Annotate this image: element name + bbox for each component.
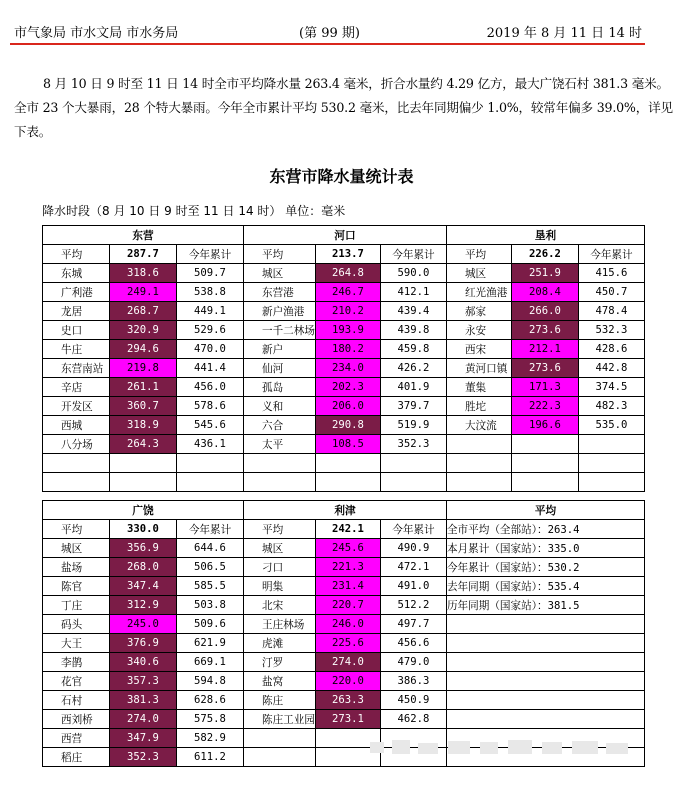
summary-item: 历年同期（国家站）：381.5 bbox=[446, 596, 644, 615]
empty-cell bbox=[43, 454, 110, 473]
station-name: 广利港 bbox=[43, 283, 110, 302]
station-rainfall: 357.3 bbox=[110, 672, 177, 691]
station-name: 稻庄 bbox=[43, 748, 110, 767]
station-rainfall: 318.9 bbox=[110, 416, 177, 435]
station-ytd-total: 412.1 bbox=[380, 283, 446, 302]
station-rainfall: 221.3 bbox=[315, 558, 380, 577]
empty-cell bbox=[446, 653, 644, 672]
district-name: 垦利 bbox=[446, 226, 644, 245]
station-ytd-total: 644.6 bbox=[177, 539, 244, 558]
station-ytd-total: 482.3 bbox=[578, 397, 644, 416]
station-rainfall: 261.1 bbox=[110, 378, 177, 397]
station-ytd-total: 450.7 bbox=[578, 283, 644, 302]
station-rainfall: 268.7 bbox=[110, 302, 177, 321]
empty-cell bbox=[578, 473, 644, 492]
station-name: 史口 bbox=[43, 321, 110, 340]
station-rainfall: 171.3 bbox=[511, 378, 578, 397]
station-ytd-total: 491.0 bbox=[380, 577, 446, 596]
station-rainfall: 263.3 bbox=[315, 691, 380, 710]
summary-item: 去年同期（国家站）：535.4 bbox=[446, 577, 644, 596]
table-row bbox=[43, 340, 645, 359]
station-name: 大汶流 bbox=[446, 416, 511, 435]
station-rainfall: 294.6 bbox=[110, 340, 177, 359]
table-row bbox=[43, 634, 645, 653]
table-row bbox=[43, 653, 645, 672]
table-row bbox=[43, 397, 645, 416]
station-ytd-total: 509.6 bbox=[177, 615, 244, 634]
table-row bbox=[43, 283, 645, 302]
station-rainfall: 208.4 bbox=[511, 283, 578, 302]
empty-cell bbox=[244, 748, 316, 767]
station-ytd-total: 439.8 bbox=[380, 321, 446, 340]
station-rainfall: 268.0 bbox=[110, 558, 177, 577]
district-name: 利津 bbox=[244, 501, 447, 520]
table-row bbox=[43, 264, 645, 283]
station-name: 陈庄工业园 bbox=[244, 710, 316, 729]
station-ytd-total: 450.9 bbox=[380, 691, 446, 710]
station-rainfall: 245.6 bbox=[315, 539, 380, 558]
ytd-label: 今年累计 bbox=[380, 245, 446, 264]
station-name: 城区 bbox=[43, 539, 110, 558]
station-name: 石村 bbox=[43, 691, 110, 710]
rainfall-table-top bbox=[42, 225, 645, 492]
district-name: 河口 bbox=[244, 226, 447, 245]
table-row bbox=[43, 416, 645, 435]
station-name: 虎滩 bbox=[244, 634, 316, 653]
station-name: 牛庄 bbox=[43, 340, 110, 359]
station-rainfall: 266.0 bbox=[511, 302, 578, 321]
station-rainfall: 193.9 bbox=[315, 321, 380, 340]
district-average: 242.1 bbox=[315, 520, 380, 539]
table-row bbox=[43, 615, 645, 634]
station-rainfall: 264.3 bbox=[110, 435, 177, 454]
empty-cell bbox=[511, 473, 578, 492]
summary-item: 全市平均（全部站）：263.4 bbox=[446, 520, 644, 539]
station-ytd-total: 621.9 bbox=[177, 634, 244, 653]
table-row bbox=[43, 435, 645, 454]
table-row bbox=[43, 359, 645, 378]
station-rainfall: 360.7 bbox=[110, 397, 177, 416]
empty-cell bbox=[110, 473, 177, 492]
station-ytd-total: 428.6 bbox=[578, 340, 644, 359]
station-name: 六合 bbox=[244, 416, 316, 435]
station-rainfall: 212.1 bbox=[511, 340, 578, 359]
header-rule bbox=[10, 43, 645, 45]
station-name: 红光渔港 bbox=[446, 283, 511, 302]
table-row bbox=[43, 558, 645, 577]
station-ytd-total: 456.0 bbox=[177, 378, 244, 397]
station-name: 东营南站 bbox=[43, 359, 110, 378]
station-name: 明集 bbox=[244, 577, 316, 596]
station-name: 城区 bbox=[244, 539, 316, 558]
station-ytd-total: 441.4 bbox=[177, 359, 244, 378]
station-rainfall: 251.9 bbox=[511, 264, 578, 283]
station-ytd-total: 462.8 bbox=[380, 710, 446, 729]
station-name: 一千二林场 bbox=[244, 321, 316, 340]
station-rainfall: 206.0 bbox=[315, 397, 380, 416]
station-ytd-total: 628.6 bbox=[177, 691, 244, 710]
station-rainfall: 356.9 bbox=[110, 539, 177, 558]
station-name: 永安 bbox=[446, 321, 511, 340]
station-rainfall: 318.6 bbox=[110, 264, 177, 283]
station-rainfall: 273.1 bbox=[315, 710, 380, 729]
table-row bbox=[43, 302, 645, 321]
avg-label: 平均 bbox=[43, 520, 110, 539]
average-row bbox=[43, 245, 645, 264]
station-rainfall: 220.7 bbox=[315, 596, 380, 615]
avg-label: 平均 bbox=[244, 245, 316, 264]
station-rainfall: 245.0 bbox=[110, 615, 177, 634]
station-rainfall: 249.1 bbox=[110, 283, 177, 302]
station-rainfall: 210.2 bbox=[315, 302, 380, 321]
station-name: 王庄林场 bbox=[244, 615, 316, 634]
empty-cell bbox=[511, 435, 578, 454]
district-name: 广饶 bbox=[43, 501, 244, 520]
station-name: 西宋 bbox=[446, 340, 511, 359]
station-rainfall: 219.8 bbox=[110, 359, 177, 378]
district-average: 226.2 bbox=[511, 245, 578, 264]
station-name: 新户渔港 bbox=[244, 302, 316, 321]
district-header-row bbox=[43, 501, 645, 520]
station-ytd-total: 594.8 bbox=[177, 672, 244, 691]
empty-cell bbox=[244, 473, 316, 492]
station-ytd-total: 590.0 bbox=[380, 264, 446, 283]
empty-cell bbox=[43, 473, 110, 492]
summary-item: 今年累计（国家站）：530.2 bbox=[446, 558, 644, 577]
period-label: 降水时段（8 月 10 日 9 时至 11 日 14 时） 单位：毫米 bbox=[42, 204, 346, 218]
station-ytd-total: 386.3 bbox=[380, 672, 446, 691]
station-ytd-total: 611.2 bbox=[177, 748, 244, 767]
station-name: 城区 bbox=[244, 264, 316, 283]
station-ytd-total: 415.6 bbox=[578, 264, 644, 283]
station-ytd-total: 472.1 bbox=[380, 558, 446, 577]
station-ytd-total: 509.7 bbox=[177, 264, 244, 283]
station-name: 西刘桥 bbox=[43, 710, 110, 729]
avg-label: 平均 bbox=[244, 520, 316, 539]
summary-paragraph: 8 月 10 日 9 时至 11 日 14 时全市平均降水量 263.4 毫米，折合水量约 4.29 亿方，最大广饶石村 381.3 毫米。全市 23 个大暴雨，28 个特大暴雨。今年全市累计平均 530.2 毫米，比去年同期偏少 1.0%，较常年偏多 39.0%，详见下表。 bbox=[14, 76, 673, 139]
empty-cell bbox=[315, 473, 380, 492]
station-ytd-total: 459.8 bbox=[380, 340, 446, 359]
district-name: 平均 bbox=[446, 501, 644, 520]
empty-cell bbox=[578, 435, 644, 454]
station-ytd-total: 529.6 bbox=[177, 321, 244, 340]
station-name: 汀罗 bbox=[244, 653, 316, 672]
station-name: 李鹊 bbox=[43, 653, 110, 672]
ytd-label: 今年累计 bbox=[380, 520, 446, 539]
summary-item: 本月累计（国家站）：335.0 bbox=[446, 539, 644, 558]
table-row bbox=[43, 691, 645, 710]
station-name: 西营 bbox=[43, 729, 110, 748]
empty-cell bbox=[380, 473, 446, 492]
station-ytd-total: 490.9 bbox=[380, 539, 446, 558]
avg-label: 平均 bbox=[43, 245, 110, 264]
station-name: 刁口 bbox=[244, 558, 316, 577]
station-rainfall: 381.3 bbox=[110, 691, 177, 710]
station-ytd-total: 585.5 bbox=[177, 577, 244, 596]
empty-cell bbox=[446, 634, 644, 653]
station-rainfall: 347.4 bbox=[110, 577, 177, 596]
station-ytd-total: 449.1 bbox=[177, 302, 244, 321]
station-ytd-total: 374.5 bbox=[578, 378, 644, 397]
station-rainfall: 202.3 bbox=[315, 378, 380, 397]
average-row bbox=[43, 520, 645, 539]
empty-cell bbox=[446, 615, 644, 634]
station-rainfall: 273.6 bbox=[511, 321, 578, 340]
station-rainfall: 312.9 bbox=[110, 596, 177, 615]
station-name: 开发区 bbox=[43, 397, 110, 416]
station-name: 孤岛 bbox=[244, 378, 316, 397]
station-rainfall: 352.3 bbox=[110, 748, 177, 767]
station-rainfall: 246.0 bbox=[315, 615, 380, 634]
station-rainfall: 274.0 bbox=[110, 710, 177, 729]
table-row bbox=[43, 378, 645, 397]
station-name: 董集 bbox=[446, 378, 511, 397]
station-rainfall: 234.0 bbox=[315, 359, 380, 378]
station-name: 盐场 bbox=[43, 558, 110, 577]
station-rainfall: 225.6 bbox=[315, 634, 380, 653]
station-name: 仙河 bbox=[244, 359, 316, 378]
station-rainfall: 196.6 bbox=[511, 416, 578, 435]
district-header-row bbox=[43, 226, 645, 245]
station-rainfall: 180.2 bbox=[315, 340, 380, 359]
station-rainfall: 273.6 bbox=[511, 359, 578, 378]
station-rainfall: 231.4 bbox=[315, 577, 380, 596]
station-name: 陈官 bbox=[43, 577, 110, 596]
empty-cell bbox=[244, 729, 316, 748]
empty-cell bbox=[177, 454, 244, 473]
station-ytd-total: 512.2 bbox=[380, 596, 446, 615]
station-ytd-total: 478.4 bbox=[578, 302, 644, 321]
station-name: 北宋 bbox=[244, 596, 316, 615]
station-name: 黄河口镇 bbox=[446, 359, 511, 378]
station-rainfall: 376.9 bbox=[110, 634, 177, 653]
station-ytd-total: 532.3 bbox=[578, 321, 644, 340]
table-row bbox=[43, 710, 645, 729]
station-rainfall: 246.7 bbox=[315, 283, 380, 302]
station-ytd-total: 545.6 bbox=[177, 416, 244, 435]
station-name: 城区 bbox=[446, 264, 511, 283]
table-row bbox=[43, 672, 645, 691]
station-rainfall: 264.8 bbox=[315, 264, 380, 283]
station-name: 东城 bbox=[43, 264, 110, 283]
station-ytd-total: 436.1 bbox=[177, 435, 244, 454]
table-row bbox=[43, 454, 645, 473]
empty-cell bbox=[511, 454, 578, 473]
district-average: 330.0 bbox=[110, 520, 177, 539]
ytd-label: 今年累计 bbox=[578, 245, 644, 264]
station-name: 辛店 bbox=[43, 378, 110, 397]
district-average: 213.7 bbox=[315, 245, 380, 264]
station-ytd-total: 506.5 bbox=[177, 558, 244, 577]
station-rainfall: 320.9 bbox=[110, 321, 177, 340]
empty-cell bbox=[446, 454, 511, 473]
station-ytd-total: 503.8 bbox=[177, 596, 244, 615]
table-title: 东营市降水量统计表 bbox=[269, 167, 414, 186]
station-ytd-total: 439.4 bbox=[380, 302, 446, 321]
rainfall-table-bottom bbox=[42, 500, 645, 767]
station-rainfall: 222.3 bbox=[511, 397, 578, 416]
station-ytd-total: 578.6 bbox=[177, 397, 244, 416]
table-row bbox=[43, 473, 645, 492]
district-name: 东营 bbox=[43, 226, 244, 245]
station-rainfall: 274.0 bbox=[315, 653, 380, 672]
station-ytd-total: 479.0 bbox=[380, 653, 446, 672]
station-rainfall: 340.6 bbox=[110, 653, 177, 672]
district-average: 287.7 bbox=[110, 245, 177, 264]
station-ytd-total: 582.9 bbox=[177, 729, 244, 748]
station-name: 胜坨 bbox=[446, 397, 511, 416]
station-name: 花官 bbox=[43, 672, 110, 691]
agencies: 市气象局 市水文局 市水务局 bbox=[14, 26, 179, 41]
empty-cell bbox=[446, 672, 644, 691]
station-name: 龙居 bbox=[43, 302, 110, 321]
empty-cell bbox=[315, 454, 380, 473]
station-ytd-total: 535.0 bbox=[578, 416, 644, 435]
station-name: 西城 bbox=[43, 416, 110, 435]
station-rainfall: 347.9 bbox=[110, 729, 177, 748]
station-ytd-total: 426.2 bbox=[380, 359, 446, 378]
station-name: 丁庄 bbox=[43, 596, 110, 615]
table-row bbox=[43, 577, 645, 596]
station-ytd-total: 456.6 bbox=[380, 634, 446, 653]
station-name: 陈庄 bbox=[244, 691, 316, 710]
empty-cell bbox=[446, 435, 511, 454]
report-datetime: 2019 年 8 月 11 日 14 时 bbox=[486, 26, 642, 41]
avg-label: 平均 bbox=[446, 245, 511, 264]
station-name: 大王 bbox=[43, 634, 110, 653]
watermark bbox=[362, 738, 637, 758]
station-rainfall: 108.5 bbox=[315, 435, 380, 454]
station-name: 盐窝 bbox=[244, 672, 316, 691]
station-name: 码头 bbox=[43, 615, 110, 634]
station-ytd-total: 519.9 bbox=[380, 416, 446, 435]
station-ytd-total: 497.7 bbox=[380, 615, 446, 634]
empty-cell bbox=[446, 710, 644, 729]
empty-cell bbox=[380, 454, 446, 473]
station-ytd-total: 442.8 bbox=[578, 359, 644, 378]
table-row bbox=[43, 321, 645, 340]
ytd-label: 今年累计 bbox=[177, 245, 244, 264]
station-name: 八分场 bbox=[43, 435, 110, 454]
table-row bbox=[43, 596, 645, 615]
issue-number: (第 99 期) bbox=[299, 26, 360, 41]
empty-cell bbox=[177, 473, 244, 492]
station-ytd-total: 379.7 bbox=[380, 397, 446, 416]
station-ytd-total: 669.1 bbox=[177, 653, 244, 672]
station-ytd-total: 401.9 bbox=[380, 378, 446, 397]
station-name: 义和 bbox=[244, 397, 316, 416]
station-name: 东营港 bbox=[244, 283, 316, 302]
empty-cell bbox=[578, 454, 644, 473]
ytd-label: 今年累计 bbox=[177, 520, 244, 539]
station-ytd-total: 538.8 bbox=[177, 283, 244, 302]
station-name: 郝家 bbox=[446, 302, 511, 321]
empty-cell bbox=[446, 473, 511, 492]
station-ytd-total: 470.0 bbox=[177, 340, 244, 359]
station-name: 太平 bbox=[244, 435, 316, 454]
station-rainfall: 290.8 bbox=[315, 416, 380, 435]
empty-cell bbox=[110, 454, 177, 473]
empty-cell bbox=[446, 691, 644, 710]
empty-cell bbox=[244, 454, 316, 473]
station-ytd-total: 352.3 bbox=[380, 435, 446, 454]
table-row bbox=[43, 539, 645, 558]
station-ytd-total: 575.8 bbox=[177, 710, 244, 729]
station-name: 新户 bbox=[244, 340, 316, 359]
station-rainfall: 220.0 bbox=[315, 672, 380, 691]
